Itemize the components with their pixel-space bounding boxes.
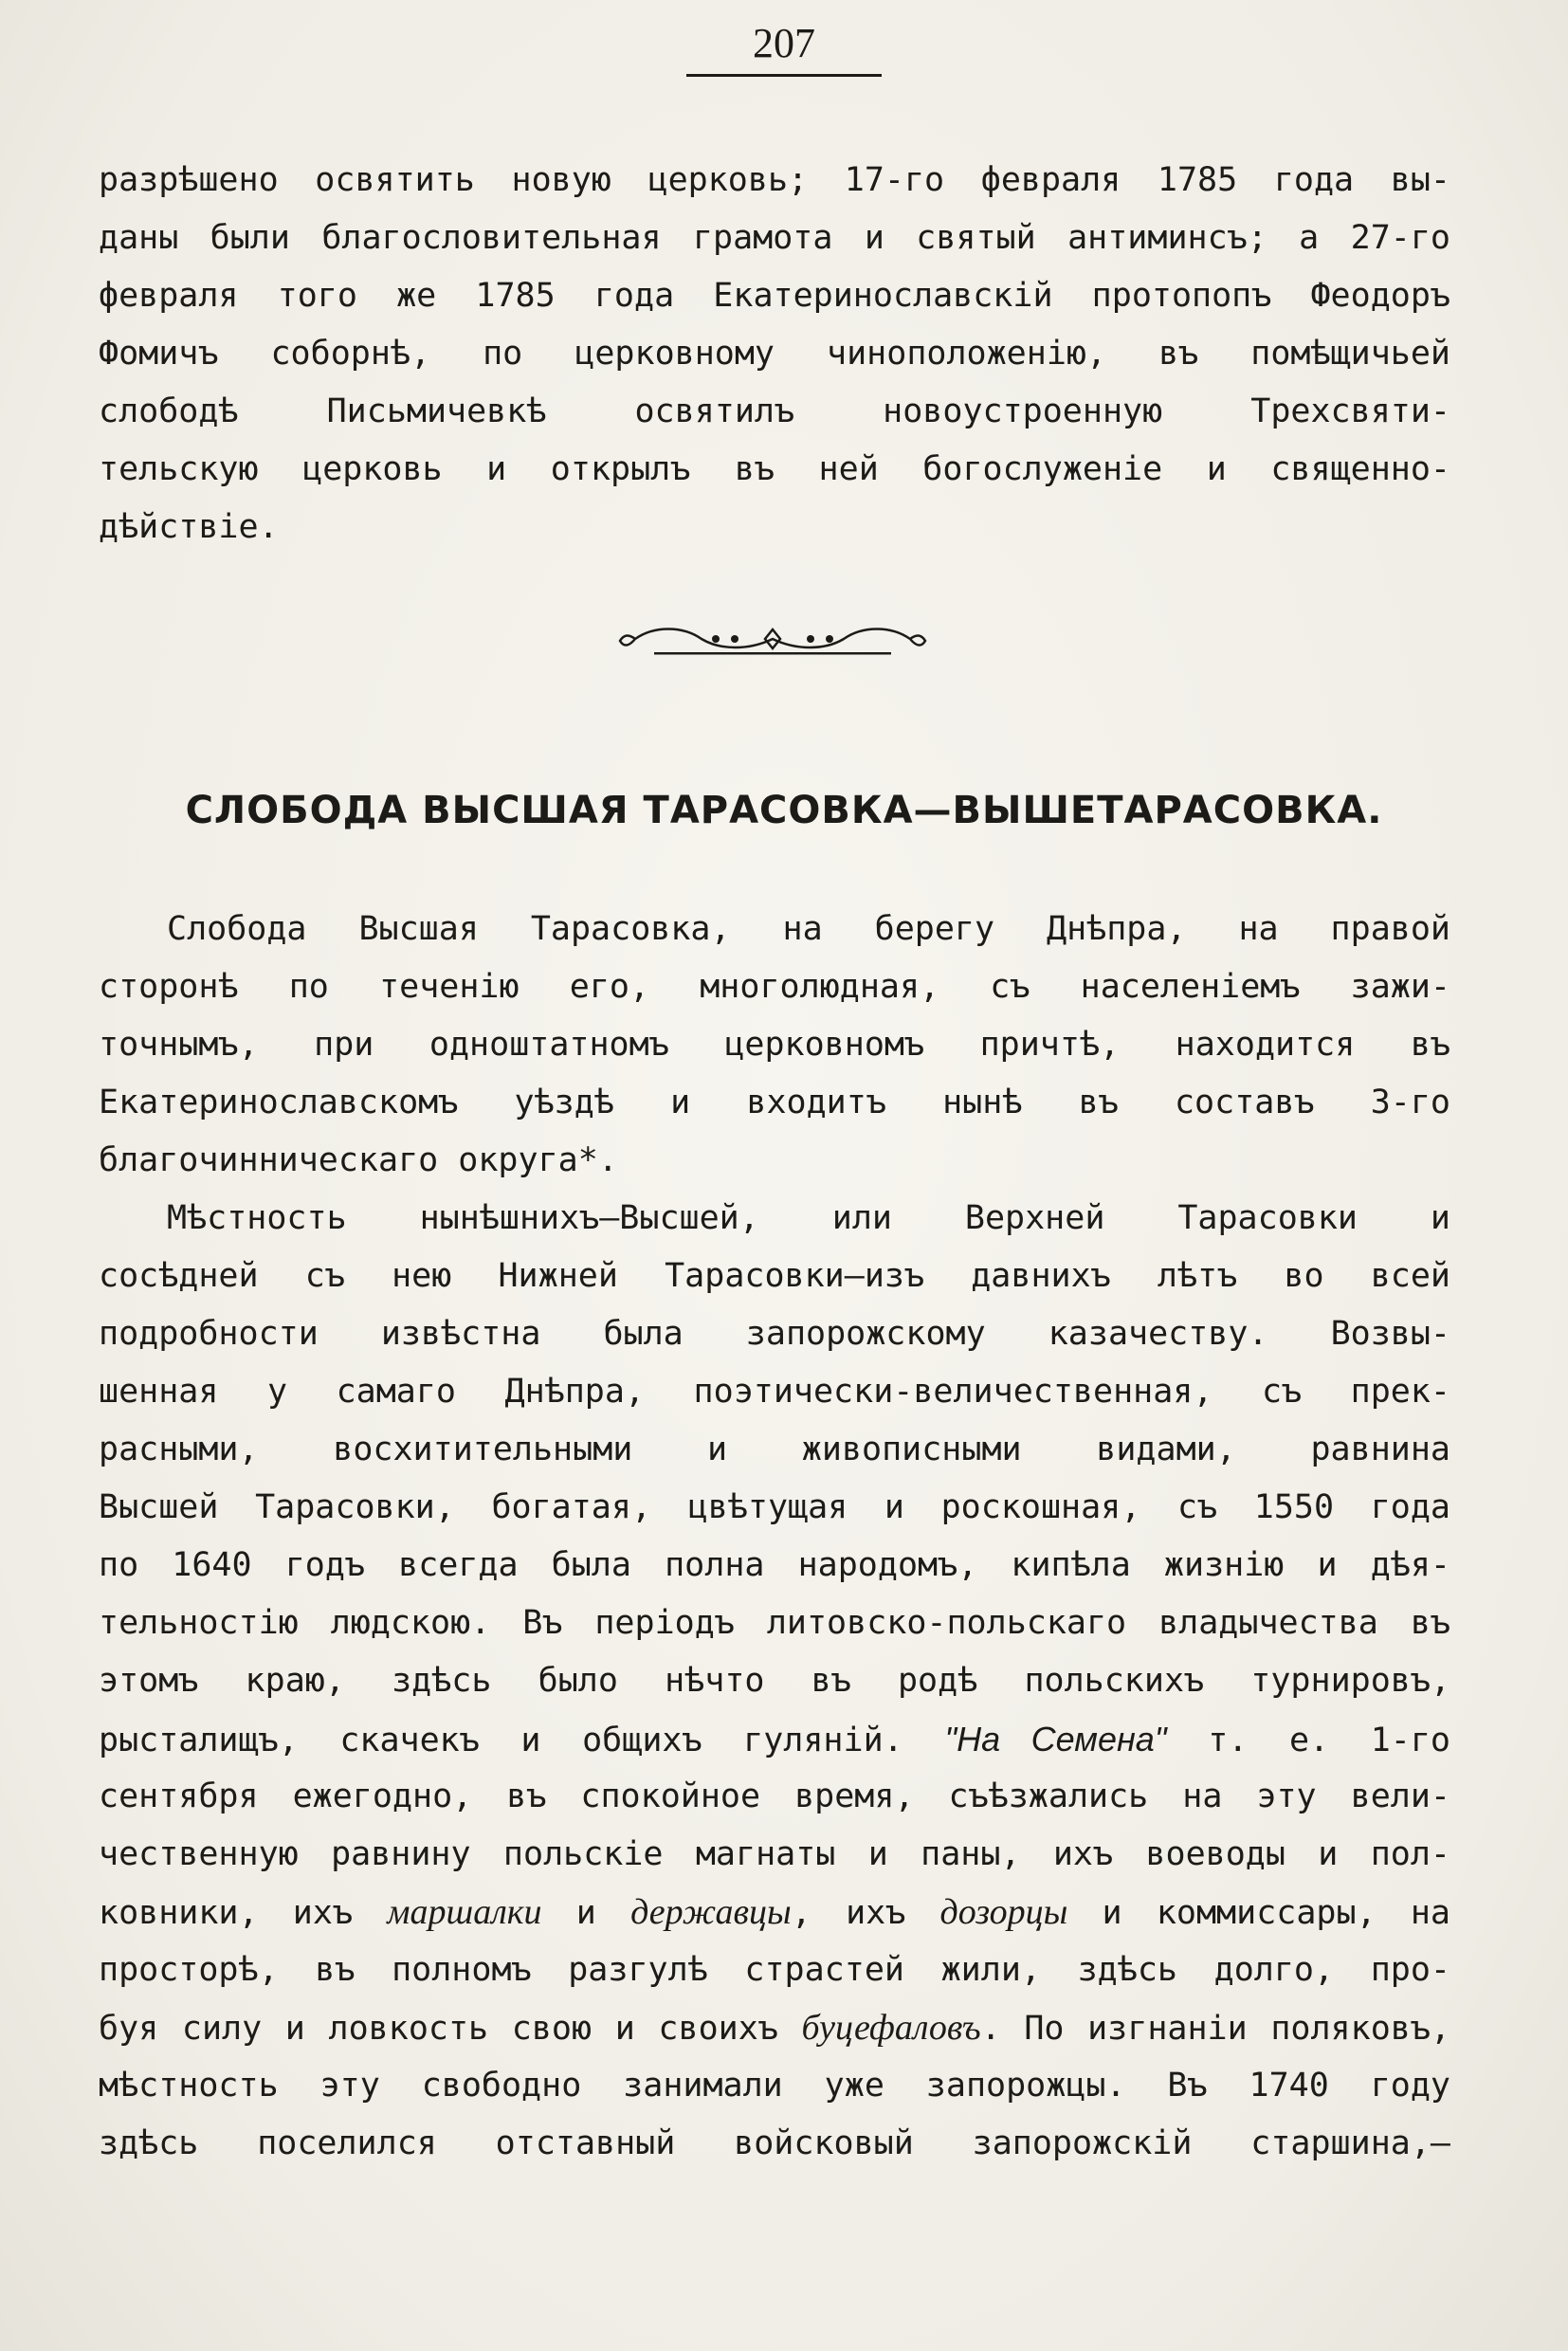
text-line: Мѣстность нынѣшнихъ—Высшей, или Верхней Тарасовки и bbox=[167, 1199, 1450, 1237]
text-line: по 1640 годъ всегда была полна народомъ, кипѣла жизнію и дѣя- bbox=[99, 1546, 1450, 1584]
text-line: Фомичъ соборнѣ, по церковному чиноположенію, въ помѣщичьей bbox=[99, 335, 1450, 373]
italic-term: буцефаловъ bbox=[801, 2008, 981, 2048]
text-line: тельностію людскою. Въ періодъ литовско-польскаго владычества въ bbox=[99, 1604, 1450, 1642]
text-line: дѣйствіе. bbox=[99, 508, 279, 546]
text-line: здѣсь поселился отставный войсковый запорожскій старшина,— bbox=[99, 2124, 1450, 2162]
text-line: сентября ежегодно, въ спокойное время, съѣзжались на эту вели- bbox=[99, 1777, 1450, 1815]
text-line: мѣстность эту свободно занимали уже запорожцы. Въ 1740 году bbox=[99, 2067, 1450, 2105]
text-line: благочинническаго округа*. bbox=[99, 1141, 618, 1179]
text-run: т. е. 1-го bbox=[1208, 1722, 1450, 1759]
text-line: шенная у самаго Днѣпра, поэтически-величественная, съ прек- bbox=[99, 1373, 1450, 1411]
text-line: точнымъ, при одноштатномъ церковномъ причтѣ, находится въ bbox=[99, 1026, 1450, 1064]
text-line: сторонѣ по теченію его, многолюдная, съ населеніемъ зажи- bbox=[99, 968, 1450, 1006]
section-body bbox=[99, 901, 1450, 2173]
page-number: 207 bbox=[686, 17, 882, 77]
text-line: тельскую церковь и открылъ въ ней богослуженіе и священно- bbox=[99, 450, 1450, 488]
text-line: этомъ краю, здѣсь было нѣчто въ родѣ польскихъ турнировъ, bbox=[99, 1662, 1450, 1700]
text-line: Слобода Высшая Тарасовка, на берегу Днѣпра, на правой bbox=[167, 910, 1450, 948]
text-run: и bbox=[575, 1894, 596, 1932]
text-line: Екатеринославскомъ уѣздѣ и входитъ нынѣ въ составъ 3-го bbox=[99, 1084, 1450, 1121]
text-line: Высшей Тарасовки, богатая, цвѣтущая и роскошная, съ 1550 года bbox=[99, 1488, 1450, 1526]
text-line bbox=[99, 1710, 1450, 1768]
text-line bbox=[99, 1999, 1450, 2057]
text-line: подробности извѣстна была запорожскому казачеству. Возвы- bbox=[99, 1315, 1450, 1353]
page-header bbox=[0, 17, 1568, 77]
text-run: буя силу и ловкость свою и своихъ bbox=[99, 2010, 778, 2048]
quoted-feast-name: "На Семена" bbox=[944, 1720, 1167, 1759]
text-line: чественную равнину польскіе магнаты и паны, ихъ воеводы и пол- bbox=[99, 1835, 1450, 1873]
text-run: рысталищъ, скачекъ и общихъ гуляній. bbox=[99, 1722, 903, 1759]
text-line: слободѣ Письмичевкѣ освятилъ новоустроенную Трехсвяти- bbox=[99, 392, 1450, 430]
paragraph-church-consecration bbox=[99, 152, 1450, 556]
section-heading: СЛОБОДА ВЫСШАЯ ТАРАСОВКА—ВЫШЕТАРАСОВКА. bbox=[185, 789, 1383, 832]
ornament-divider bbox=[616, 618, 929, 671]
text-line: сосѣдней съ нею Нижней Тарасовки—изъ давнихъ лѣтъ во всей bbox=[99, 1257, 1450, 1295]
text-line: февраля того же 1785 года Екатеринославскій протопопъ Феодоръ bbox=[99, 277, 1450, 315]
italic-term: дозорцы bbox=[939, 1892, 1068, 1932]
text-line: даны были благословительная грамота и святый антиминсъ; а 27-го bbox=[99, 219, 1450, 257]
text-run: ковники, ихъ bbox=[99, 1894, 354, 1932]
text-run: , ихъ bbox=[791, 1894, 906, 1932]
text-line: расными, восхитительными и живописными видами, равнина bbox=[99, 1431, 1450, 1468]
text-run: и коммиссары, на bbox=[1102, 1894, 1450, 1932]
italic-term: маршалки bbox=[387, 1892, 542, 1932]
text-line bbox=[99, 1884, 1450, 1941]
italic-term: державцы bbox=[630, 1892, 792, 1932]
text-line: просторѣ, въ полномъ разгулѣ страстей жили, здѣсь долго, про- bbox=[99, 1951, 1450, 1989]
text-run: . По изгнаніи поляковъ, bbox=[980, 2010, 1450, 2048]
text-line: разрѣшено освятить новую церковь; 17-го февраля 1785 года вы- bbox=[99, 161, 1450, 199]
